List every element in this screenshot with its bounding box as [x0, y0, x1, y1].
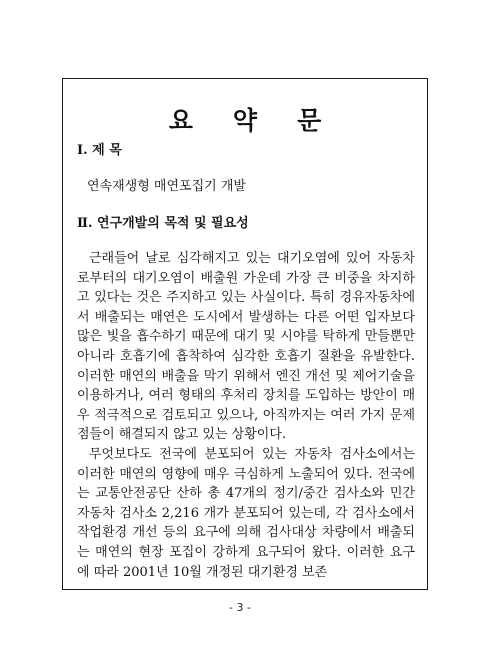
- title-char-2: 약: [232, 106, 258, 135]
- summary-frame: [62, 78, 428, 590]
- paragraph: 무엇보다도 전국에 분포되어 있는 자동차 검사소에서는 이러한 매연의 영향에 매우 극심하게 노출되어 있다. 전국에는 교통안전공단 산하 총 47개의 정기/중간 검사소와 민간 자동차 검사소 2,216 개가 분포되어 있는데, 각 검사소에서 작업환경 개선 등의 요구에 의해 검사대상 차량에서 배출되는 매연의 현장 포집이 강하게 요구되어 왔다. 이러한 요구에 따라 2001년 10월 개정된 대기환경 보존: [77, 446, 415, 580]
- title-char-1: 요: [168, 106, 193, 135]
- project-title: 연속재생형 매연포집기 개발: [87, 179, 246, 194]
- page-title: [63, 101, 427, 137]
- paragraph: 근래들어 날로 심각해지고 있는 대기오염에 있어 자동차로부터의 대기오염이 배출원 가운데 가장 큰 비중을 차지하고 있다는 것은 주지하고 있는 사실이다. 특히 경유자동차에서 배출되는 매연은 도시에서 발생하는 다른 어떤 입자보다 많은 빛을 흡수하기 때문에 대기 및 시야를 탁하게 만들뿐만 아니라 호흡기에 흡착하여 심각한 호흡기 질환을 유발한다. 이러한 매연의 배출을 막기 위해서 엔진 개선 및 제어기술을 이용하거나, 여러 형태의 후처리 장치를 도입하는 방안이 매우 적극적으로 검토되고 있으나, 아직까지는 여러 가지 문제점들이 해결되지 않고 있는 상황이다.: [77, 251, 415, 443]
- page-number: - 3 -: [229, 601, 251, 614]
- title-char-3: 문: [297, 106, 322, 135]
- section-heading-title: Ⅰ. 제 목: [77, 143, 122, 158]
- body-text: [77, 249, 415, 582]
- section-heading-purpose: Ⅱ. 연구개발의 목적 및 필요성: [77, 216, 249, 231]
